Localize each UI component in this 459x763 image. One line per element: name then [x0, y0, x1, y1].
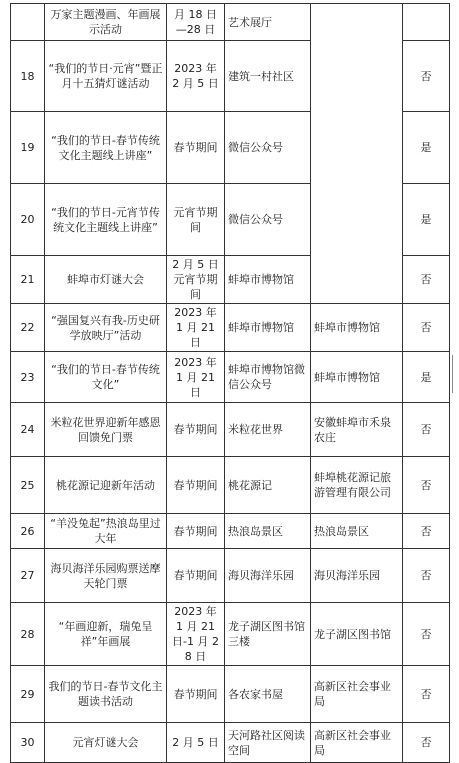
organizer: 龙子湖区图书馆 — [311, 603, 403, 666]
activity-place: 桃花源记 — [225, 457, 311, 514]
organizer: 蚌埠市博物馆 — [311, 304, 403, 352]
organizer: 高新区社会事业局 — [311, 666, 403, 723]
row-number: 25 — [11, 457, 45, 514]
activity-place: 微信公众号 — [225, 184, 311, 256]
activity-name: 蚌埠市灯谜大会 — [45, 256, 167, 304]
organizer: 海贝海洋乐园 — [311, 549, 403, 603]
activity-name: 万家主题漫画、年画展示活动 — [45, 4, 167, 41]
row-number: 27 — [11, 549, 45, 603]
activity-name: “年画迎新，瑞兔呈祥”年画展 — [45, 603, 167, 666]
table-row — [11, 304, 450, 352]
activity-name: 桃花源记迎新年活动 — [45, 457, 167, 514]
online-flag: 否 — [403, 666, 450, 723]
activity-time: 春节期间 — [167, 666, 225, 723]
activity-time: 2023 年 1 月 21 日 — [167, 304, 225, 352]
row-number: 20 — [11, 184, 45, 256]
row-number: 23 — [11, 352, 45, 403]
activity-place: 热浪岛景区 — [225, 514, 311, 549]
row-number: 18 — [11, 41, 45, 112]
activity-place: 各农家书屋 — [225, 666, 311, 723]
activity-time: 2 月 5 日 — [167, 723, 225, 763]
activity-time: 春节期间 — [167, 112, 225, 184]
activity-time: 春节期间 — [167, 514, 225, 549]
row-number: 29 — [11, 666, 45, 723]
online-flag: 否 — [403, 304, 450, 352]
activity-place: 蚌埠市博物馆微信公众号 — [225, 352, 311, 403]
organizer: 蚌埠桃花源记旅游管理有限公司 — [311, 457, 403, 514]
activity-place: 海贝海洋乐园 — [225, 549, 311, 603]
online-flag: 是 — [403, 112, 450, 184]
activity-name: 元宵灯谜大会 — [45, 723, 167, 763]
activity-time: 2023 年 1 月 21 日-1 月 28 日 — [167, 603, 225, 666]
table-row — [11, 723, 450, 763]
row-number: 19 — [11, 112, 45, 184]
activity-name: 海贝海洋乐园购票送摩天轮门票 — [45, 549, 167, 603]
activity-place: 蚌埠市博物馆 — [225, 256, 311, 304]
online-flag: 是 — [403, 184, 450, 256]
table-row — [11, 666, 450, 723]
online-flag: 否 — [403, 603, 450, 666]
online-flag: 否 — [403, 723, 450, 763]
online-flag: 否 — [403, 256, 450, 304]
table-row — [11, 603, 450, 666]
activity-time: 春节期间 — [167, 403, 225, 457]
organizer: 高新区社会事业局 — [311, 723, 403, 763]
online-flag: 否 — [403, 41, 450, 112]
activity-table-body — [11, 4, 450, 763]
activity-name: 米粒花世界迎新年感恩回馈免门票 — [45, 403, 167, 457]
activity-place: 龙子湖区图书馆三楼 — [225, 603, 311, 666]
organizer — [311, 4, 403, 304]
activity-time: 月 18 日—28 日 — [167, 4, 225, 41]
activity-name: 我们的节日-春节文化主题读书活动 — [45, 666, 167, 723]
row-number: 26 — [11, 514, 45, 549]
activity-place: 建筑一村社区 — [225, 41, 311, 112]
online-flag: 否 — [403, 549, 450, 603]
table-row — [11, 514, 450, 549]
table-row — [11, 4, 450, 41]
activity-name: “我们的节日-春节传统文化” — [45, 352, 167, 403]
table-row — [11, 457, 450, 514]
organizer: 蚌埠市博物馆 — [311, 352, 403, 403]
row-number: 24 — [11, 403, 45, 457]
organizer: 热浪岛景区 — [311, 514, 403, 549]
activity-place: 艺术展厅 — [225, 4, 311, 41]
online-flag: 是 — [403, 352, 450, 403]
online-flag — [403, 4, 450, 41]
activity-table — [10, 3, 450, 763]
activity-time: 春节期间 — [167, 549, 225, 603]
row-number: 30 — [11, 723, 45, 763]
scroll-indicator — [452, 355, 453, 393]
organizer: 安徽蚌埠市禾泉农庄 — [311, 403, 403, 457]
table-row — [11, 352, 450, 403]
activity-name: “我们的节日·元宵”暨正月十五猜灯谜活动 — [45, 41, 167, 112]
activity-time: 2023 年 2 月 5 日 — [167, 41, 225, 112]
activity-time: 元宵节期间 — [167, 184, 225, 256]
online-flag: 否 — [403, 457, 450, 514]
activity-place: 蚌埠市博物馆 — [225, 304, 311, 352]
table-row — [11, 403, 450, 457]
row-number — [11, 4, 45, 41]
online-flag: 否 — [403, 403, 450, 457]
row-number: 21 — [11, 256, 45, 304]
activity-name: “羊没兔起”热浪岛里过大年 — [45, 514, 167, 549]
row-number: 28 — [11, 603, 45, 666]
activity-name: “我们的节日-元宵节传统文化主题线上讲座” — [45, 184, 167, 256]
row-number: 22 — [11, 304, 45, 352]
activity-time: 2 月 5 日元宵节期间 — [167, 256, 225, 304]
activity-place: 微信公众号 — [225, 112, 311, 184]
activity-place: 天河路社区阅读空间 — [225, 723, 311, 763]
activity-place: 米粒花世界 — [225, 403, 311, 457]
online-flag: 否 — [403, 514, 450, 549]
activity-time: 2023 年 1 月 21 日 — [167, 352, 225, 403]
activity-time: 春节期间 — [167, 457, 225, 514]
activity-name: “强国复兴有我-历史研学放映厅”活动 — [45, 304, 167, 352]
table-row — [11, 549, 450, 603]
activity-name: “我们的节日-春节传统文化主题线上讲座” — [45, 112, 167, 184]
